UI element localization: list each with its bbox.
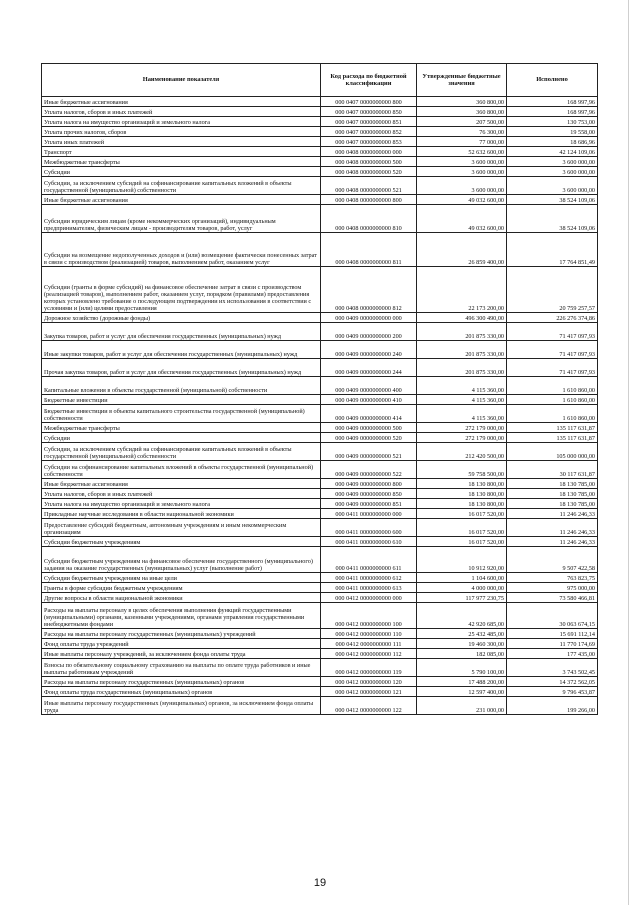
row-approved-cell: 52 632 600,00 [417,147,507,157]
table-row [42,233,598,267]
row-executed-cell: 18 686,96 [507,137,598,147]
row-name-cell: Уплата налога на имущество организаций и земельного налога [42,117,321,127]
row-executed-cell: 3 600 000,00 [507,157,598,167]
row-name-cell: Фонд оплаты труда учреждений [42,639,321,649]
row-name-cell: Гранты в форме субсидии бюджетным учреждениям [42,583,321,593]
row-code-cell: 000 0407 0000000000 851 [321,117,417,127]
row-approved-cell: 49 032 600,00 [417,205,507,233]
row-name-cell: Иные бюджетные ассигнования [42,195,321,205]
row-code-cell: 000 0411 0000000000 610 [321,537,417,547]
table-row [42,137,598,147]
table-row [42,639,598,649]
row-approved-cell: 25 432 485,00 [417,629,507,639]
row-executed-cell: 9 796 453,87 [507,687,598,697]
row-approved-cell: 17 488 200,00 [417,677,507,687]
row-executed-cell: 130 753,00 [507,117,598,127]
row-name-cell: Дорожное хозяйство (дорожные фонды) [42,313,321,323]
table-row [42,461,598,479]
table-row [42,583,598,593]
row-code-cell: 000 0409 0000000000 240 [321,341,417,359]
row-executed-cell: 105 000 000,00 [507,443,598,461]
page-number: 19 [313,877,327,889]
row-executed-cell: 18 130 785,00 [507,499,598,509]
row-executed-cell: 38 524 109,06 [507,205,598,233]
row-executed-cell: 975 000,00 [507,583,598,593]
row-approved-cell: 16 017 520,00 [417,537,507,547]
row-executed-cell: 3 743 502,45 [507,659,598,677]
table-row [42,395,598,405]
row-executed-cell: 38 524 109,06 [507,195,598,205]
row-code-cell: 000 0412 0000000000 100 [321,603,417,629]
row-code-cell: 000 0408 0000000000 000 [321,147,417,157]
row-code-cell: 000 0411 0000000000 000 [321,509,417,519]
row-approved-cell: 1 104 600,00 [417,573,507,583]
row-executed-cell: 177 435,00 [507,649,598,659]
table-row [42,573,598,583]
row-approved-cell: 201 875 330,00 [417,323,507,341]
table-row [42,629,598,639]
row-executed-cell: 11 770 174,69 [507,639,598,649]
row-approved-cell: 496 300 490,00 [417,313,507,323]
row-approved-cell: 3 600 000,00 [417,177,507,195]
row-name-cell: Уплата налога на имущество организаций и земельного налога [42,499,321,509]
row-name-cell: Субсидии бюджетным учреждениям на иные цели [42,573,321,583]
row-code-cell: 000 0407 0000000000 850 [321,107,417,117]
row-name-cell: Субсидии, за исключением субсидий на софинансирование капитальных вложений в объекты государственной (муниципальной) собственности [42,177,321,195]
row-approved-cell: 18 130 800,00 [417,479,507,489]
table-row [42,127,598,137]
table-row [42,519,598,537]
row-approved-cell: 59 758 500,00 [417,461,507,479]
row-approved-cell: 272 179 000,00 [417,423,507,433]
row-executed-cell: 18 130 785,00 [507,489,598,499]
row-executed-cell: 18 130 785,00 [507,479,598,489]
row-executed-cell: 19 558,00 [507,127,598,137]
table-row [42,377,598,395]
row-name-cell: Субсидии бюджетным учреждениям [42,537,321,547]
row-executed-cell: 168 997,96 [507,107,598,117]
row-approved-cell: 10 912 920,00 [417,547,507,573]
row-name-cell: Субсидии на софинансирование капитальных вложений в объекты государственной (муниципальной) собственности [42,461,321,479]
row-name-cell: Субсидии юридическим лицам (кроме некоммерческих организаций), индивидуальным предпринимателям, физическим лицам - производителям товаров, работ, услуг [42,205,321,233]
table-row [42,509,598,519]
row-executed-cell: 30 063 674,15 [507,603,598,629]
row-approved-cell: 49 032 600,00 [417,195,507,205]
table-row [42,677,598,687]
row-approved-cell: 77 000,00 [417,137,507,147]
row-executed-cell: 168 997,96 [507,97,598,107]
row-approved-cell: 182 085,00 [417,649,507,659]
row-executed-cell: 135 117 631,87 [507,423,598,433]
table-row [42,537,598,547]
row-code-cell: 000 0409 0000000000 244 [321,359,417,377]
row-executed-cell: 15 691 112,14 [507,629,598,639]
table-row [42,117,598,127]
row-code-cell: 000 0409 0000000000 522 [321,461,417,479]
row-approved-cell: 18 130 800,00 [417,489,507,499]
table-row [42,157,598,167]
row-executed-cell: 199 266,00 [507,697,598,715]
row-code-cell: 000 0409 0000000000 850 [321,489,417,499]
row-name-cell: Субсидии, за исключением субсидий на софинансирование капитальных вложений в объекты государственной (муниципальной) собственности [42,443,321,461]
row-executed-cell: 11 246 246,33 [507,537,598,547]
row-code-cell: 000 0411 0000000000 612 [321,573,417,583]
row-approved-cell: 26 859 400,00 [417,233,507,267]
row-approved-cell: 3 600 000,00 [417,167,507,177]
table-row [42,479,598,489]
row-approved-cell: 4 115 360,00 [417,377,507,395]
row-approved-cell: 22 173 200,00 [417,267,507,313]
table-row [42,405,598,423]
row-approved-cell: 42 920 685,00 [417,603,507,629]
row-code-cell: 000 0412 0000000000 119 [321,659,417,677]
header-approved: Утвержденные бюджетные значения [417,64,507,97]
row-code-cell: 000 0407 0000000000 800 [321,97,417,107]
row-approved-cell: 16 017 520,00 [417,509,507,519]
row-executed-cell: 30 117 631,87 [507,461,598,479]
table-row [42,147,598,157]
row-executed-cell: 17 764 851,49 [507,233,598,267]
row-approved-cell: 360 800,00 [417,97,507,107]
row-approved-cell: 201 875 330,00 [417,341,507,359]
row-code-cell: 000 0412 0000000000 122 [321,697,417,715]
row-approved-cell: 231 000,00 [417,697,507,715]
row-approved-cell: 201 875 330,00 [417,359,507,377]
table-row [42,107,598,117]
row-executed-cell: 1 610 860,00 [507,377,598,395]
row-name-cell: Уплата прочих налогов, сборов [42,127,321,137]
row-code-cell: 000 0409 0000000000 520 [321,433,417,443]
row-executed-cell: 763 823,75 [507,573,598,583]
table-row [42,177,598,195]
row-name-cell: Межбюджетные трансферты [42,157,321,167]
row-executed-cell: 71 417 097,93 [507,359,598,377]
row-code-cell: 000 0408 0000000000 810 [321,205,417,233]
row-name-cell: Иные выплаты персоналу государственных (муниципальных) органов, за исключением фонда оплаты труда [42,697,321,715]
row-code-cell: 000 0408 0000000000 811 [321,233,417,267]
row-code-cell: 000 0409 0000000000 500 [321,423,417,433]
row-code-cell: 000 0411 0000000000 611 [321,547,417,573]
table-row [42,603,598,629]
row-approved-cell: 272 179 000,00 [417,433,507,443]
row-approved-cell: 360 800,00 [417,107,507,117]
table-row [42,167,598,177]
row-approved-cell: 3 600 000,00 [417,157,507,167]
table-body [42,97,598,715]
table-row [42,697,598,715]
table-row [42,489,598,499]
row-code-cell: 000 0412 0000000000 111 [321,639,417,649]
row-code-cell: 000 0408 0000000000 800 [321,195,417,205]
row-name-cell: Субсидии (гранты в форме субсидий) на финансовое обеспечение затрат в связи с производством (реализацией товаров), выполнением работ, оказанием услуг, порядком (правилами) предоставления которых установлено требование о последующем подтверждении их использования в соответствии с условиями и (или) целями предоставления [42,267,321,313]
row-executed-cell: 1 610 860,00 [507,405,598,423]
row-executed-cell: 71 417 097,93 [507,341,598,359]
row-code-cell: 000 0409 0000000000 410 [321,395,417,405]
page-edge-line [628,0,629,905]
row-name-cell: Предоставление субсидий бюджетным, автономным учреждениям и иным некоммерческим организациям [42,519,321,537]
row-name-cell: Иные бюджетные ассигнования [42,97,321,107]
row-approved-cell: 4 115 360,00 [417,405,507,423]
row-name-cell: Прикладные научные исследования в области национальной экономики [42,509,321,519]
row-approved-cell: 212 420 500,00 [417,443,507,461]
row-name-cell: Иные выплаты персоналу учреждений, за исключением фонда оплаты труда [42,649,321,659]
row-approved-cell: 12 597 400,00 [417,687,507,697]
row-name-cell: Субсидии [42,433,321,443]
header-executed: Исполнено [507,64,598,97]
row-code-cell: 000 0409 0000000000 200 [321,323,417,341]
row-approved-cell: 76 300,00 [417,127,507,137]
table-row [42,423,598,433]
table-row [42,547,598,573]
row-executed-cell: 9 507 422,58 [507,547,598,573]
row-approved-cell: 18 130 800,00 [417,499,507,509]
row-name-cell: Фонд оплаты труда государственных (муниципальных) органов [42,687,321,697]
table-row [42,593,598,603]
table-row [42,359,598,377]
row-name-cell: Иные бюджетные ассигнования [42,479,321,489]
row-approved-cell: 5 790 100,00 [417,659,507,677]
row-name-cell: Уплата налогов, сборов и иных платежей [42,489,321,499]
table-row [42,341,598,359]
row-name-cell: Субсидии бюджетным учреждениям на финансовое обеспечение государственного (муниципального) задания на оказание государственных (муниципальных) услуг (выполнение работ) [42,547,321,573]
row-executed-cell: 3 600 000,00 [507,177,598,195]
table-row [42,313,598,323]
row-code-cell: 000 0412 0000000000 121 [321,687,417,697]
row-executed-cell: 226 276 374,86 [507,313,598,323]
row-code-cell: 000 0407 0000000000 852 [321,127,417,137]
row-code-cell: 000 0412 0000000000 110 [321,629,417,639]
row-executed-cell: 71 417 097,93 [507,323,598,341]
row-approved-cell: 207 500,00 [417,117,507,127]
row-executed-cell: 135 117 631,87 [507,433,598,443]
row-code-cell: 000 0409 0000000000 851 [321,499,417,509]
row-executed-cell: 11 246 246,33 [507,519,598,537]
row-name-cell: Расходы на выплаты персоналу в целях обеспечения выполнения функций государственными (муниципальными) органами, казенными учреждениями, органами управления государственными внебюджетными фондами [42,603,321,629]
row-name-cell: Уплата иных платежей [42,137,321,147]
row-code-cell: 000 0412 0000000000 120 [321,677,417,687]
table-row [42,205,598,233]
row-name-cell: Субсидии на возмещение недополученных доходов и (или) возмещение фактически понесенных затрат в связи с производством (реализацией) товаров, выполнением работ, оказанием услуг [42,233,321,267]
row-code-cell: 000 0408 0000000000 812 [321,267,417,313]
row-name-cell: Расходы на выплаты персоналу государственных (муниципальных) учреждений [42,629,321,639]
row-code-cell: 000 0408 0000000000 520 [321,167,417,177]
row-name-cell: Межбюджетные трансферты [42,423,321,433]
row-approved-cell: 4 000 000,00 [417,583,507,593]
row-name-cell: Закупка товаров, работ и услуг для обеспечения государственных (муниципальных) нужд [42,323,321,341]
row-approved-cell: 117 977 230,75 [417,593,507,603]
row-code-cell: 000 0411 0000000000 613 [321,583,417,593]
row-name-cell: Бюджетные инвестиции [42,395,321,405]
table-row [42,649,598,659]
row-code-cell: 000 0409 0000000000 414 [321,405,417,423]
row-code-cell: 000 0408 0000000000 500 [321,157,417,167]
row-executed-cell: 14 372 562,05 [507,677,598,687]
row-approved-cell: 19 460 300,00 [417,639,507,649]
table-row [42,499,598,509]
row-code-cell: 000 0407 0000000000 853 [321,137,417,147]
row-name-cell: Субсидии [42,167,321,177]
table-row [42,443,598,461]
row-code-cell: 000 0409 0000000000 000 [321,313,417,323]
row-executed-cell: 42 124 109,06 [507,147,598,157]
budget-execution-table [41,63,598,715]
row-name-cell: Иные закупки товаров, работ и услуг для обеспечения государственных (муниципальных) нужд [42,341,321,359]
table-row [42,323,598,341]
row-name-cell: Транспорт [42,147,321,157]
table-row [42,433,598,443]
row-code-cell: 000 0412 0000000000 000 [321,593,417,603]
row-code-cell: 000 0408 0000000000 521 [321,177,417,195]
row-executed-cell: 20 759 257,57 [507,267,598,313]
row-name-cell: Уплата налогов, сборов и иных платежей [42,107,321,117]
row-approved-cell: 4 115 360,00 [417,395,507,405]
row-name-cell: Взносы по обязательному социальному страхованию на выплаты по оплате труда работников и иные выплаты работникам учреждений [42,659,321,677]
table-row [42,97,598,107]
row-executed-cell: 1 610 860,00 [507,395,598,405]
header-code: Код расхода по бюджетной классификации [321,64,417,97]
row-name-cell: Капитальные вложения в объекты государственной (муниципальной) собственности [42,377,321,395]
table-row [42,687,598,697]
row-name-cell: Расходы на выплаты персоналу государственных (муниципальных) органов [42,677,321,687]
table-row [42,659,598,677]
row-code-cell: 000 0409 0000000000 400 [321,377,417,395]
row-executed-cell: 3 600 000,00 [507,167,598,177]
row-executed-cell: 11 246 246,33 [507,509,598,519]
table-header-row [42,64,598,97]
row-name-cell: Прочая закупка товаров, работ и услуг для обеспечения государственных (муниципальных) нужд [42,359,321,377]
row-approved-cell: 16 017 520,00 [417,519,507,537]
row-name-cell: Бюджетные инвестиции в объекты капитального строительства государственной (муниципальной) собственности [42,405,321,423]
row-code-cell: 000 0409 0000000000 521 [321,443,417,461]
row-code-cell: 000 0411 0000000000 600 [321,519,417,537]
row-name-cell: Другие вопросы в области национальной экономики [42,593,321,603]
row-code-cell: 000 0409 0000000000 800 [321,479,417,489]
table-row [42,195,598,205]
header-name: Наименование показателя [42,64,321,97]
row-executed-cell: 73 580 466,81 [507,593,598,603]
row-code-cell: 000 0412 0000000000 112 [321,649,417,659]
table-row [42,267,598,313]
